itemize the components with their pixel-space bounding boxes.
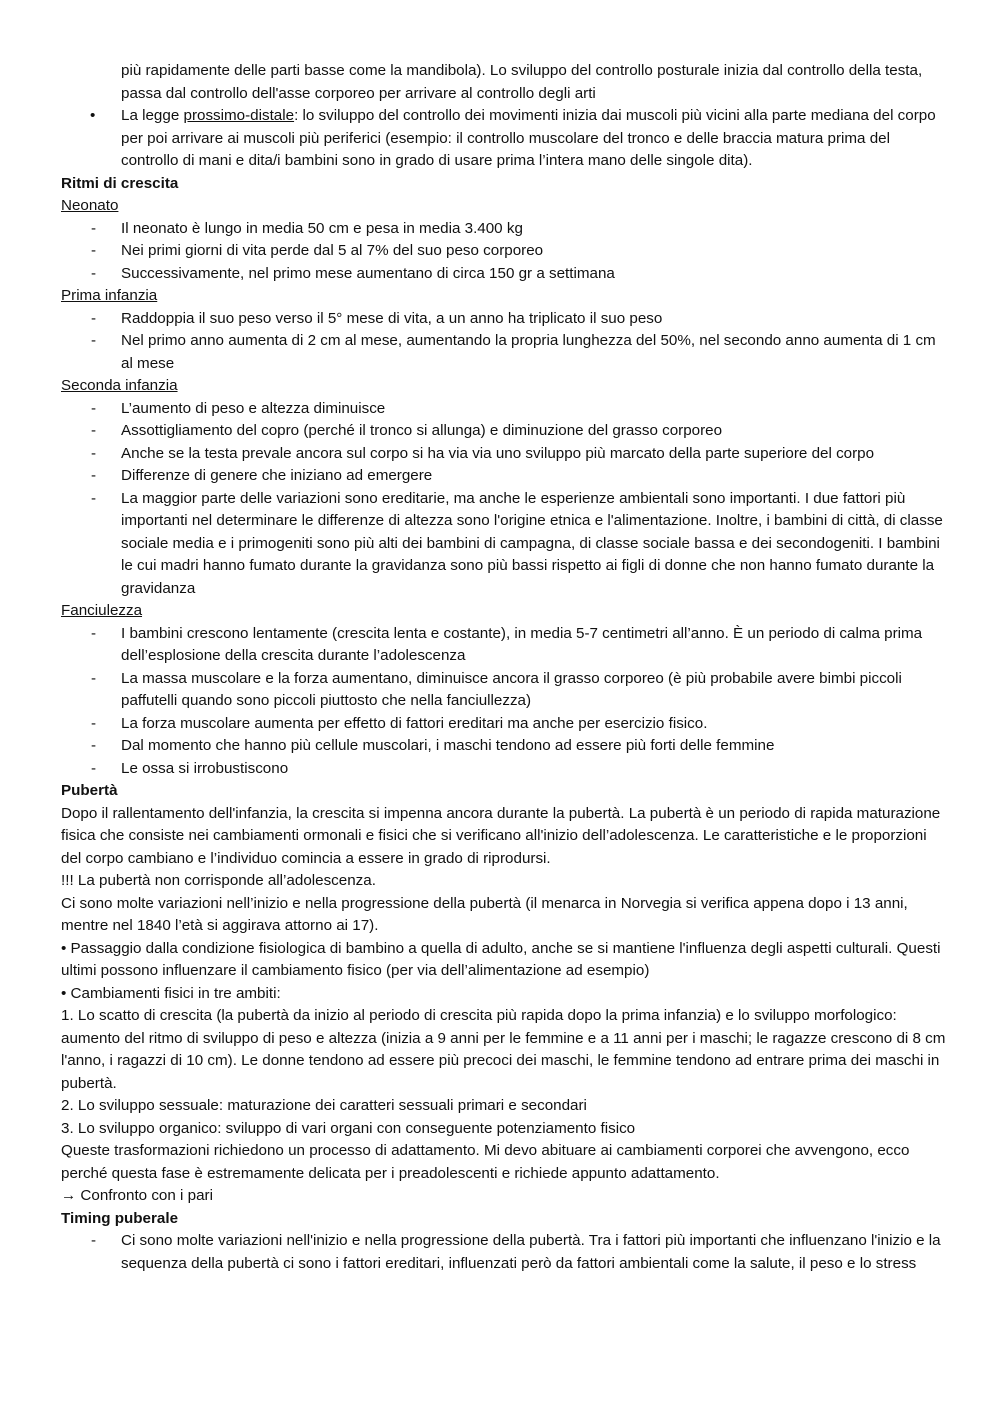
dash-mark: - bbox=[91, 422, 97, 439]
item-text: Successivamente, nel primo mese aumentano di circa 150 gr a settimana bbox=[121, 264, 615, 282]
paragraph: !!! La pubertà non corrisponde all’adolescenza. bbox=[61, 872, 376, 889]
item-text: Le ossa si irrobustiscono bbox=[121, 759, 289, 777]
item-text: L’aumento di peso e altezza diminuisce bbox=[121, 399, 386, 417]
dash-mark: - bbox=[91, 264, 97, 282]
list-item bbox=[61, 398, 946, 421]
dash-mark: - bbox=[91, 467, 97, 484]
dash-mark: - bbox=[91, 624, 97, 642]
dash-mark: - bbox=[91, 332, 97, 349]
item-text: Raddoppia il suo peso verso il 5° mese di vita, a un anno ha triplicato il suo peso bbox=[121, 309, 663, 327]
heading-timing: Timing puberale bbox=[61, 1209, 179, 1227]
list-item bbox=[61, 713, 946, 736]
list-item bbox=[61, 623, 946, 668]
list-item bbox=[61, 735, 946, 758]
paragraph: • Cambiamenti fisici in tre ambiti: bbox=[61, 984, 281, 1002]
dash-mark: - bbox=[91, 309, 97, 327]
dash-mark: - bbox=[91, 242, 97, 259]
item-text: La maggior parte delle variazioni sono ereditarie, ma anche le esperienze ambientali sono importanti. I due fattori più importanti nel determinare le differenze di altezza sono l'origine etnica e l'alimentazione. Inoltre, i bambini di città, di classe sociale media e i primogeniti sono più alti dei bambini di campagna, di classe sociale bassa e dei secondogeniti. I bambini le cui madri hanno fumato durante la gravidanza sono più bassi rispetto ai figli di donne che non hanno fumato durante la gravidanza bbox=[121, 489, 943, 597]
paragraph: 2. Lo sviluppo sessuale: maturazione dei caratteri sessuali primari e secondari bbox=[61, 1097, 587, 1114]
paragraph: • Passaggio dalla condizione fisiologica di bambino a quella di adulto, anche se si mantiene l'influenza degli aspetti culturali. Questi ultimi possono influenzare il cambiamento fisico (per via dell’alimentazione ad esempio) bbox=[61, 939, 941, 979]
list-item bbox=[61, 465, 946, 488]
list-item bbox=[61, 330, 946, 375]
bullet-icon: • bbox=[90, 107, 96, 124]
item-text: La massa muscolare e la forza aumentano, diminuisce ancora il grasso corporeo (è più probabile avere bimbi piccoli paffutelli quando sono piccoli piuttosto che nella fanciullezza) bbox=[121, 669, 902, 709]
subheading-seconda-infanzia: Seconda infanzia bbox=[61, 377, 178, 394]
item-text: Ci sono molte variazioni nell'inizio e nella progressione della pubertà. Tra i fattori più importanti che influenzano l'inizio e la sequenza della pubertà ci sono i fattori ereditari, influenzati però da fattori ambientali come la salute, il peso e lo stress bbox=[121, 1232, 941, 1272]
dash-mark: - bbox=[91, 219, 97, 237]
heading-ritmi: Ritmi di crescita bbox=[61, 174, 179, 192]
bullet-prefix: La legge bbox=[121, 107, 184, 124]
paragraph: 1. Lo scatto di crescita (la pubertà da inizio al periodo di crescita più rapida dopo la prima infanzia) e lo sviluppo morfologico: aumento del ritmo di sviluppo di peso e altezza (inizia a 9 anni per le femmine e a 11 anni per i maschi; le ragazze crescono di 8 cm l'anno, i ragazzi di 10 cm). Le donne tendono ad essere più precoci dei maschi, le femmine tendono ad entrare prima dei maschi in pubertà. bbox=[61, 1007, 946, 1092]
item-text: I bambini crescono lentamente (crescita lenta e costante), in media 5-7 centimetri all’anno. È un periodo di calma prima dell’esplosione della crescita durante l’adolescenza bbox=[121, 624, 923, 664]
item-text: La forza muscolare aumenta per effetto di fattori ereditari ma anche per esercizio fisico. bbox=[121, 714, 708, 732]
dash-mark: - bbox=[91, 1232, 97, 1249]
dash-mark: - bbox=[91, 489, 97, 507]
paragraph: Queste trasformazioni richiedono un processo di adattamento. Mi devo abituare ai cambiamenti corporei che avvengono, ecco perché questa fase è estremamente delicata per i preadolescenti e richiede appunto adattamento. bbox=[61, 1142, 910, 1182]
dash-mark: - bbox=[91, 669, 97, 687]
paragraph: Ci sono molte variazioni nell’inizio e nella progressione della pubertà (il menarca in Norvegia si verifica appena dopo i 13 anni, mentre nel 1840 l’età si aggirava attorno ai 17). bbox=[61, 894, 908, 934]
list-item bbox=[61, 443, 946, 466]
item-text: Anche se la testa prevale ancora sul corpo si ha via via uno sviluppo più marcato della parte superiore del corpo bbox=[121, 444, 875, 462]
item-text: Differenze di genere che iniziano ad emergere bbox=[121, 467, 433, 484]
list-item bbox=[61, 240, 946, 263]
list-timing bbox=[61, 1230, 946, 1275]
list-item bbox=[61, 420, 946, 443]
list-item bbox=[61, 308, 946, 331]
dash-mark: - bbox=[91, 759, 97, 777]
list-item bbox=[61, 488, 946, 601]
list-item bbox=[61, 758, 946, 781]
list-neonato bbox=[61, 218, 946, 286]
list-item bbox=[61, 218, 946, 241]
subheading-prima-infanzia: Prima infanzia bbox=[61, 287, 158, 304]
heading-puberta: Pubertà bbox=[61, 782, 118, 799]
list-prima-infanzia bbox=[61, 308, 946, 376]
dash-mark: - bbox=[91, 714, 97, 732]
list-item bbox=[61, 1230, 946, 1275]
document-body bbox=[61, 60, 946, 1275]
dash-mark: - bbox=[91, 399, 97, 417]
paragraph: 3. Lo sviluppo organico: sviluppo di vari organi con conseguente potenziamento fisico bbox=[61, 1119, 636, 1137]
paragraph: → Confronto con i pari bbox=[61, 1187, 213, 1204]
item-text: Assottigliamento del copro (perché il tronco si allunga) e diminuzione del grasso corporeo bbox=[121, 422, 723, 439]
paragraph: Dopo il rallentamento dell'infanzia, la crescita si impenna ancora durante la pubertà. La pubertà è un periodo di rapida maturazione fisica che consiste nei cambiamenti ormonali e fisici che si verificano all'inizio dell’adolescenza. Le caratteristiche e le proporzioni del corpo cambiano e l’individuo comincia a essere in grado di riprodursi. bbox=[61, 804, 941, 867]
subheading-fanciulezza: Fanciulezza bbox=[61, 602, 143, 619]
term-prossimo-distale: prossimo-distale bbox=[183, 107, 295, 124]
list-item bbox=[61, 263, 946, 286]
list-item bbox=[61, 668, 946, 713]
list-seconda-infanzia bbox=[61, 398, 946, 601]
item-text: Nei primi giorni di vita perde dal 5 al 7% del suo peso corporeo bbox=[121, 242, 544, 259]
dash-mark: - bbox=[91, 737, 97, 754]
dash-mark: - bbox=[91, 444, 97, 462]
list-item bbox=[61, 105, 946, 173]
subheading-neonato: Neonato bbox=[61, 197, 119, 214]
list-fanciulezza bbox=[61, 623, 946, 781]
item-text: Il neonato è lungo in media 50 cm e pesa in media 3.400 kg bbox=[121, 219, 523, 237]
item-text: Dal momento che hanno più cellule muscolari, i maschi tendono ad essere più forti delle femmine bbox=[121, 737, 775, 754]
intro-continuation: più rapidamente delle parti basse come la mandibola). Lo sviluppo del controllo posturale inizia dal controllo della testa, passa dal controllo dell'asse corporeo per arrivare al controllo degli arti bbox=[121, 62, 923, 102]
item-text: Nel primo anno aumenta di 2 cm al mese, aumentando la propria lunghezza del 50%, nel secondo anno aumenta di 1 cm al mese bbox=[121, 332, 936, 372]
bullet-rest: : lo sviluppo del controllo dei movimenti inizia dai muscoli più vicini alla parte mediana del corpo per poi arrivare ai muscoli più periferici (esempio: il controllo muscolare del tronco e delle braccia matura prima del controllo di mani e dita/i bambini sono in grado di usare prima l’intera mano delle singole dita). bbox=[121, 107, 936, 169]
